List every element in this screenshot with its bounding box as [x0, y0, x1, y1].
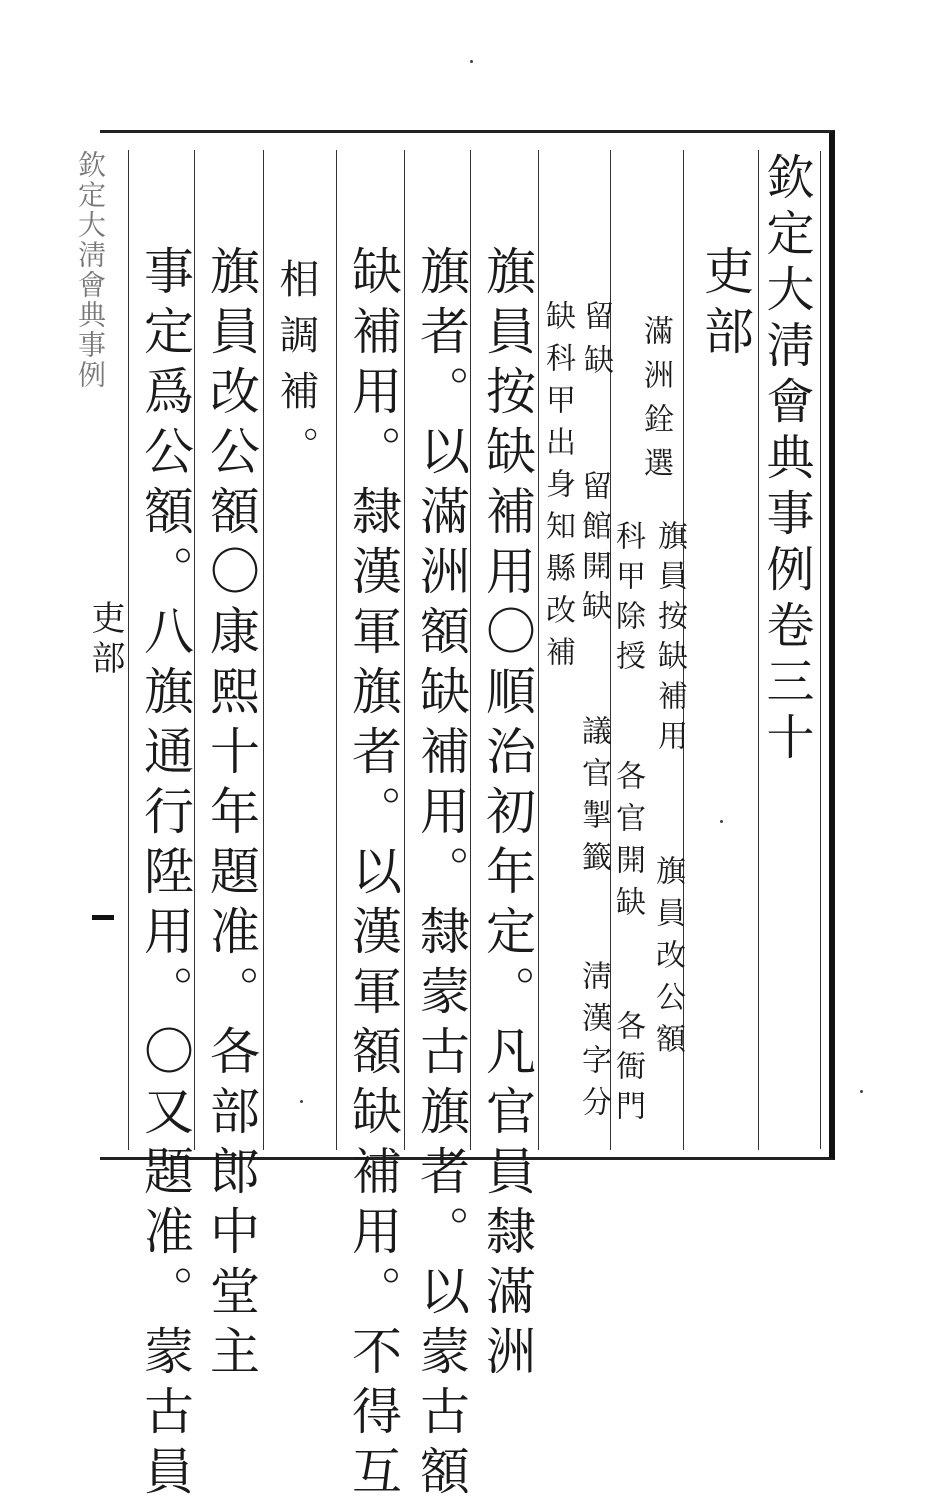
toc-entry: 滿洲銓選: [638, 315, 673, 491]
toc-entry: 議官掣籤: [576, 715, 611, 883]
body-column: 旗者。以滿洲額缺補用。隸蒙古旗者。以蒙古額: [412, 245, 470, 1505]
scan-speck: [470, 60, 473, 63]
toc-entry: 旗員改公額: [650, 855, 685, 1065]
body-column: 缺補用。隸漢軍旗者。以漢軍額缺補用。不得互: [344, 245, 402, 1505]
column-rule: [336, 150, 337, 1150]
body-column: 事定爲公額。八旗通行陞用。〇又題准。蒙古員: [136, 245, 194, 1505]
body-column: 相調補。: [273, 258, 319, 482]
toc-entry: 留館開缺: [576, 470, 611, 630]
toc-entry: 留缺: [578, 300, 613, 388]
column-rule: [404, 150, 405, 1150]
toc-entry: 科甲除授: [610, 520, 645, 680]
scan-speck: [720, 820, 723, 823]
book-title: 欽定大淸會典事例卷三十: [758, 152, 814, 768]
body-column: 旗員改公額〇康熙十年題准。各部郎中堂主: [202, 245, 260, 1385]
scan-speck: [860, 1090, 863, 1093]
toc-entry: 淸漢字分: [576, 960, 611, 1128]
body-column: 旗員按缺補用〇順治初年定。凡官員隸滿洲: [478, 245, 536, 1385]
toc-entry: 旗員按缺補用: [652, 520, 687, 760]
column-rule: [194, 150, 195, 1150]
folio-mark: [92, 915, 114, 920]
toc-entry: 各衙門: [610, 1010, 645, 1130]
scan-speck: [300, 1100, 303, 1103]
frame-inner-rule: [820, 151, 821, 1149]
toc-entry: 缺科甲出身知縣改補: [540, 300, 575, 678]
running-head-chapter: 吏部: [85, 600, 125, 680]
column-rule: [470, 150, 471, 1150]
column-rule: [263, 150, 264, 1150]
column-rule: [128, 150, 129, 1150]
running-head-faded: 欽定大淸會典事例: [74, 150, 107, 390]
column-rule: [538, 150, 539, 1150]
toc-entry: 各官開缺: [610, 760, 645, 928]
chapter-heading: 吏部: [696, 245, 754, 365]
